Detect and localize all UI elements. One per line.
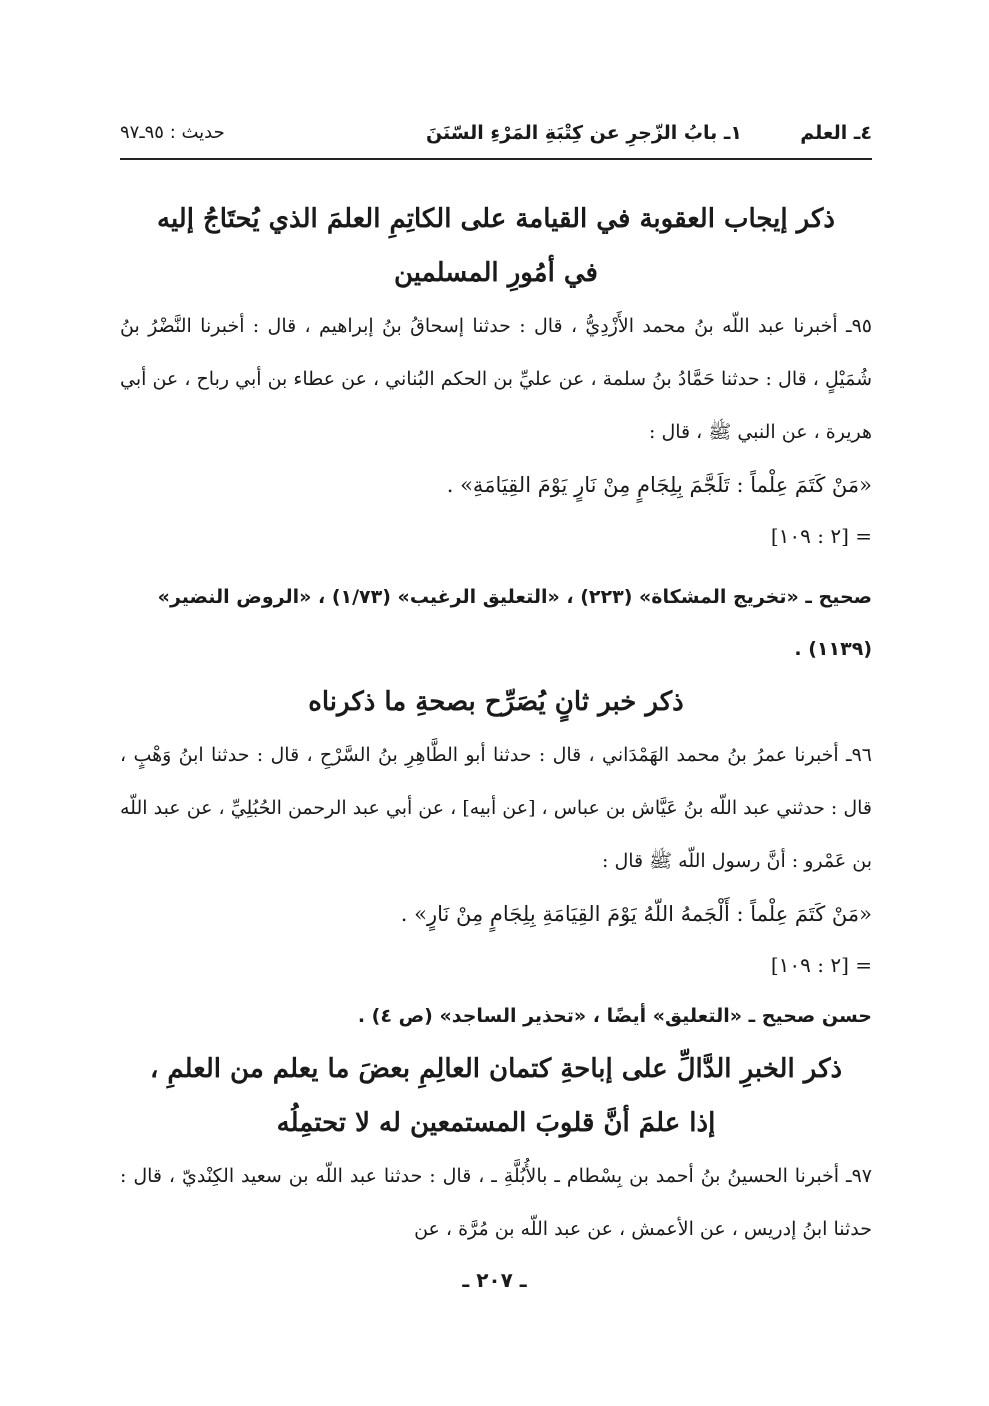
cross-reference: = [٢ : ١٠٩]	[770, 953, 872, 977]
header-rule	[120, 158, 872, 160]
section-heading: ذكر إيجاب العقوبة في القيامة على الكاتِمِ العلمَ الذي يُحتَاجُ إليه في أمُورِ المسلمين	[157, 204, 835, 288]
hadith-quote: «مَنْ كَتَمَ عِلْماً : أَلْجَمهُ اللّهُ يَوْمَ القِيَامَةِ بِلِجَامٍ مِنْ نَارٍ» .	[400, 902, 872, 926]
page-number: ـ ٢٠٧ ـ	[462, 1268, 527, 1292]
cross-reference: = [٢ : ١٠٩]	[770, 524, 872, 548]
section-heading: ذكر الخبرِ الدَّالِّ على إباحةِ كتمان العالِمِ بعضَ ما يعلم من العلمِ ، إذا علمَ أنَّ قلوبَ المستمعين له لا تحتمِلُه	[149, 1054, 843, 1138]
hadith-quote: «مَنْ كَتَمَ عِلْماً : تَلَجَّمَ بِلِجَامٍ مِنْ نَارٍ يَوْمَ القِيَامَةِ» .	[446, 473, 872, 497]
hadith-text: ٩٦ـ أخبرنا عمرُ بنُ محمد الهَمْدَاني ، قال : حدثنا أبو الطَّاهِرِ بنُ السَّرْحِ ، قال : حدثنا ابنُ وَهْبٍ ، قال : حدثني عبد اللّه بنُ عَيَّاش بن عباس ، [عن أبيه] ، عن أبي عبد الرحمن الحُبُلِيِّ ، عن عبد اللّه بن عَمْرو : أنَّ رسول اللّه ﷺ قال :	[120, 744, 872, 872]
section-heading: ذكر خبر ثانٍ يُصَرِّح بصحةِ ما ذكرناه	[308, 687, 684, 717]
header-book-title: ٤ـ العلم	[800, 122, 872, 144]
header-hadith-range: حديث : ٩٥ـ٩٧	[120, 122, 225, 143]
hadith-text: ٩٥ـ أخبرنا عبد اللّه بنُ محمد الأَزْدِيُّ ، قال : حدثنا إسحاقُ بنُ إبراهيم ، قال : أخبرنا النَّضْرُ بنُ شُمَيْلٍ ، قال : حدثنا حَمَّادُ بنُ سلمة ، عن عليِّ بن الحكم البُناني ، عن عطاء بن أبي رباح ، عن أبي هريرة ، عن النبي ﷺ ، قال :	[120, 315, 872, 443]
hadith-grade: صحيح ـ «تخريج المشكاة» (٢٢٣) ، «التعليق الرغيب» (١/٧٣) ، «الروض النضير» (١١٣٩) .	[157, 586, 872, 660]
running-header	[120, 112, 872, 152]
hadith-grade: حسن صحيح ـ «التعليق» أيضًا ، «تحذير الساجد» (ص ٤) .	[357, 1005, 872, 1027]
header-chapter-title: ١ـ بابُ الزّجرِ عن كِتْبَةِ المَرْءِ السّنَنَ	[425, 122, 742, 144]
hadith-text: ٩٧ـ أخبرنا الحسينُ بنُ أحمد بن بِسْطام ـ بالأُبُلَّةِ ـ ، قال : حدثنا عبد اللّه بن سعيد الكِنْديّ ، قال : حدثنا ابنُ إدريس ، عن الأعمش ، عن عبد اللّه بن مُرَّة ، عن	[120, 1165, 872, 1240]
page-body	[120, 192, 872, 1256]
